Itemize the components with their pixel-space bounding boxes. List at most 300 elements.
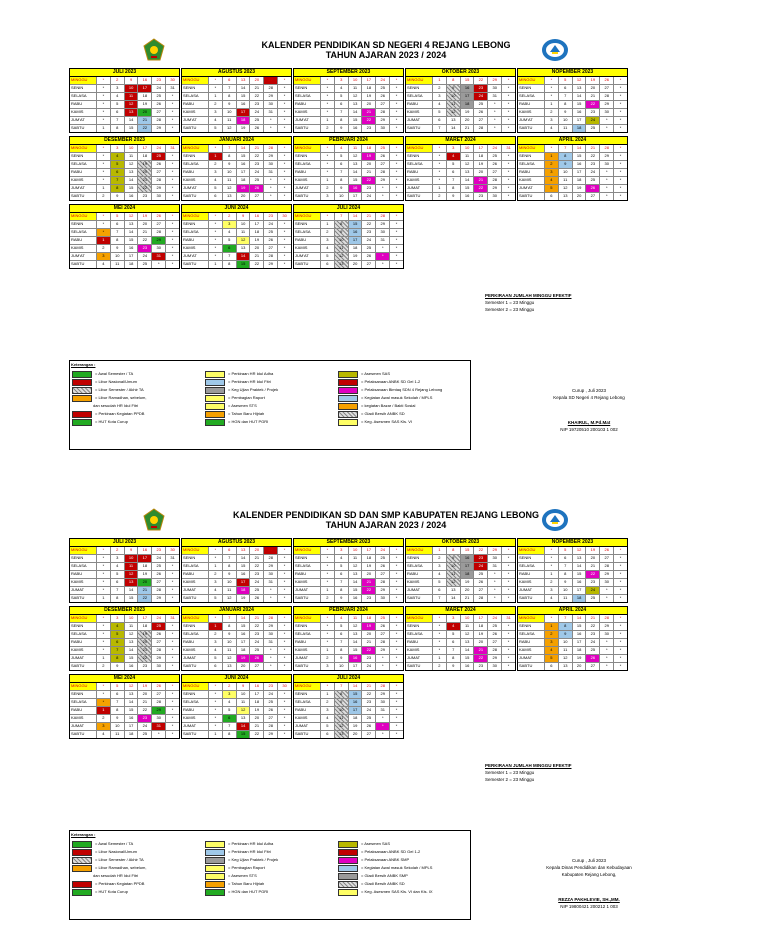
date-cell: 2 <box>544 161 558 168</box>
date-cell: * <box>599 587 613 594</box>
date-cell: 21 <box>361 213 375 220</box>
date-cell: * <box>165 229 179 236</box>
date-cell: 3 <box>334 547 348 554</box>
date-cell: 14 <box>460 177 474 184</box>
legend-swatch <box>72 411 92 418</box>
date-cell: 9 <box>334 595 348 602</box>
week-day-row <box>182 655 291 663</box>
date-cell: * <box>599 117 613 124</box>
day-name-cell: SENIN <box>71 623 84 628</box>
date-cell: * <box>432 615 446 622</box>
date-cell: 4 <box>432 101 446 108</box>
day-name-cell: KAMIS <box>295 109 308 114</box>
day-name-cell: SELASA <box>183 93 199 98</box>
date-cell: 23 <box>585 579 599 586</box>
day-name-cell: SELASA <box>71 229 87 234</box>
week-day-row <box>182 547 291 555</box>
legend-item <box>336 848 466 856</box>
date-cell: 16 <box>460 193 474 200</box>
date-cell: * <box>544 77 558 84</box>
date-cell: 27 <box>249 663 263 670</box>
date-cell: 13 <box>558 663 572 670</box>
date-cell: 2 <box>96 663 110 670</box>
date-cell: 22 <box>137 237 151 244</box>
date-cell: 17 <box>348 663 362 670</box>
legend-swatch <box>338 419 358 426</box>
date-cell: 7 <box>558 615 572 622</box>
week-day-row <box>70 663 179 670</box>
date-cell: 21 <box>361 169 375 176</box>
date-cell: 20 <box>137 691 151 698</box>
week-day-row <box>70 623 179 631</box>
day-name-cell: JUMAT <box>519 587 533 592</box>
date-cell: 15 <box>348 221 362 228</box>
month-table <box>181 136 292 201</box>
date-cell: 13 <box>334 261 348 268</box>
date-cell: 13 <box>334 731 348 738</box>
day-name-cell: JUMAT <box>71 655 85 660</box>
date-cell: * <box>208 237 222 244</box>
date-cell: 18 <box>249 699 263 706</box>
date-cell: 22 <box>137 707 151 714</box>
date-cell: 7 <box>446 177 460 184</box>
date-cell: * <box>613 101 627 108</box>
date-cell: 7 <box>334 683 348 690</box>
date-cell: * <box>389 547 403 554</box>
date-cell: 7 <box>334 579 348 586</box>
legend-item <box>336 840 466 848</box>
date-cell: 9 <box>222 101 236 108</box>
date-cell: 8 <box>334 221 348 228</box>
date-cell: * <box>613 571 627 578</box>
date-cell: * <box>263 655 277 662</box>
date-cell: 16 <box>236 101 250 108</box>
week-day-row <box>294 731 403 738</box>
date-cell: 12 <box>446 579 460 586</box>
month-table <box>517 136 628 201</box>
lower-section <box>69 742 703 909</box>
date-cell: 22 <box>249 623 263 630</box>
date-cell: 6 <box>432 117 446 124</box>
day-name-cell: SELASA <box>71 93 87 98</box>
date-cell: 19 <box>137 101 151 108</box>
date-cell: * <box>96 109 110 116</box>
date-cell: 11 <box>348 555 362 562</box>
date-cell: 21 <box>137 229 151 236</box>
date-cell: 31 <box>151 253 165 260</box>
date-cell: 10 <box>236 221 250 228</box>
week-day-row <box>70 125 179 132</box>
date-cell: * <box>389 699 403 706</box>
date-cell: 19 <box>473 161 487 168</box>
date-cell: 23 <box>263 213 277 220</box>
date-cell: 8 <box>446 77 460 84</box>
day-name-cell: JUMAT <box>71 723 85 728</box>
date-cell: 1 <box>432 185 446 192</box>
date-cell: 15 <box>460 77 474 84</box>
date-cell: 9 <box>334 699 348 706</box>
date-cell: 22 <box>249 731 263 738</box>
sign-name: REZZA PAKHLEVIE, SH.,MM. <box>558 897 620 902</box>
date-cell: 5 <box>334 153 348 160</box>
date-cell: * <box>613 615 627 622</box>
week-day-row <box>182 587 291 595</box>
legend-box <box>69 360 471 450</box>
date-cell: 12 <box>236 237 250 244</box>
day-name-cell: SELASA <box>407 631 423 636</box>
date-cell: 12 <box>460 161 474 168</box>
date-cell: * <box>487 101 501 108</box>
date-cell: 6 <box>446 169 460 176</box>
date-cell: 22 <box>361 117 375 124</box>
date-cell: 7 <box>334 639 348 646</box>
date-cell: 17 <box>236 579 250 586</box>
date-cell: * <box>320 683 334 690</box>
date-cell: 27 <box>487 169 501 176</box>
week-day-row <box>294 655 403 663</box>
date-cell: 1 <box>544 101 558 108</box>
date-cell: 14 <box>348 639 362 646</box>
date-cell: * <box>165 663 179 670</box>
week-day-row <box>294 623 403 631</box>
date-cell: 6 <box>558 85 572 92</box>
date-cell: 26 <box>487 631 501 638</box>
date-cell: 8 <box>222 623 236 630</box>
date-cell: 15 <box>348 647 362 654</box>
date-cell: 17 <box>572 117 586 124</box>
date-cell: 17 <box>137 85 151 92</box>
date-cell: * <box>389 109 403 116</box>
legend-item <box>336 386 466 394</box>
date-cell: 7 <box>222 85 236 92</box>
week-day-row <box>518 77 627 85</box>
month-table <box>69 136 180 201</box>
date-cell: * <box>389 125 403 132</box>
date-cell: 20 <box>137 109 151 116</box>
date-cell: * <box>389 193 403 200</box>
date-cell: 18 <box>460 101 474 108</box>
date-cell: 25 <box>249 647 263 654</box>
date-cell: 24 <box>151 555 165 562</box>
date-cell: * <box>487 109 501 116</box>
date-cell: 2 <box>320 185 334 192</box>
day-name-cell: JUM'AT <box>71 185 85 190</box>
date-cell: * <box>501 101 515 108</box>
date-cell: * <box>320 101 334 108</box>
date-cell: * <box>389 213 403 220</box>
date-cell: 11 <box>236 699 250 706</box>
legend-item <box>336 888 466 896</box>
day-name-cell: RABU <box>71 639 83 644</box>
day-name-cell: SABTU <box>295 595 309 600</box>
date-cell: 17 <box>473 615 487 622</box>
date-cell: 2 <box>208 101 222 108</box>
day-name-cell: RABU <box>71 571 83 576</box>
day-name-cell: RABU <box>183 639 195 644</box>
date-cell: 16 <box>572 579 586 586</box>
day-name-cell: SABTU <box>183 193 197 198</box>
date-cell: 22 <box>361 587 375 594</box>
date-cell: 1 <box>96 595 110 602</box>
day-name-cell: SABTU <box>71 731 85 736</box>
date-cell: 4 <box>96 731 110 738</box>
date-cell: * <box>277 587 291 594</box>
date-cell: 8 <box>446 655 460 662</box>
date-cell: 11 <box>558 177 572 184</box>
date-cell: * <box>375 731 389 738</box>
legend-item <box>336 394 466 402</box>
week-day-row <box>406 161 515 169</box>
day-name-cell: SELASA <box>183 229 199 234</box>
day-name-cell: KAMIS <box>407 109 420 114</box>
date-cell: 14 <box>446 125 460 132</box>
week-day-row <box>70 237 179 245</box>
date-cell: * <box>277 169 291 176</box>
calendar-sheet <box>69 506 703 909</box>
day-name-cell: RABU <box>519 571 531 576</box>
date-cell: 1 <box>320 587 334 594</box>
date-cell: * <box>277 555 291 562</box>
date-cell: 11 <box>222 587 236 594</box>
day-name-cell: SELASA <box>71 699 87 704</box>
day-name-cell: JUMAT <box>183 655 197 660</box>
date-cell: * <box>501 169 515 176</box>
tut-wuri-handayani-logo-icon <box>541 508 569 532</box>
week-day-row <box>294 699 403 707</box>
legend-swatch <box>72 865 92 872</box>
date-cell: * <box>277 153 291 160</box>
date-cell: 28 <box>151 587 165 594</box>
date-cell: 13 <box>446 117 460 124</box>
date-cell: 15 <box>348 177 362 184</box>
calendar-title <box>69 40 703 60</box>
legend-label: = Gladi Bersih ANBK SD <box>361 411 405 416</box>
month-name: JULI 2024 <box>294 675 403 683</box>
date-cell: 28 <box>487 647 501 654</box>
date-cell: 14 <box>124 229 138 236</box>
date-cell: 4 <box>208 117 222 124</box>
date-cell: 27 <box>375 571 389 578</box>
week-day-row <box>182 221 291 229</box>
date-cell: * <box>96 587 110 594</box>
day-name-cell: JUMAT <box>407 655 421 660</box>
date-cell: 25 <box>585 125 599 132</box>
month-table <box>181 538 292 603</box>
date-cell: 4 <box>446 153 460 160</box>
week-day-row <box>70 579 179 587</box>
date-cell: 19 <box>137 161 151 168</box>
date-cell: 5 <box>110 683 124 690</box>
date-cell: 1 <box>320 117 334 124</box>
day-name-cell: SABTU <box>295 731 309 736</box>
date-cell: 30 <box>151 715 165 722</box>
legend-label: = Pelaksanaan ANBK SD Gel 1-2 <box>361 379 421 384</box>
date-cell: * <box>389 691 403 698</box>
legend-title: Keterangan : <box>71 832 96 837</box>
legend-swatch <box>72 857 92 864</box>
date-cell: 11 <box>124 153 138 160</box>
legend-label: = Kegiatan Awal masuk Sekolah / MPLS <box>361 865 433 870</box>
date-cell: 21 <box>137 117 151 124</box>
date-cell: * <box>165 631 179 638</box>
date-cell: 5 <box>544 185 558 192</box>
legend-label: = kegiatan Bazar / Bakti Sosial <box>361 403 416 408</box>
date-cell: * <box>96 101 110 108</box>
legend-column <box>70 840 200 896</box>
day-name-cell: SABTU <box>519 595 533 600</box>
day-name-cell: MINGGU <box>518 615 544 622</box>
week-day-row <box>518 571 627 579</box>
week-day-row <box>294 185 403 193</box>
week-day-row <box>182 153 291 161</box>
date-cell: * <box>389 221 403 228</box>
date-cell: 2 <box>544 579 558 586</box>
month-table <box>517 606 628 671</box>
month-table <box>69 68 180 133</box>
week-day-row <box>518 623 627 631</box>
date-cell: 2 <box>320 699 334 706</box>
date-cell: 11 <box>124 623 138 630</box>
week-day-row <box>70 177 179 185</box>
date-cell: * <box>320 547 334 554</box>
day-name-cell: SENIN <box>71 691 84 696</box>
date-cell: 5 <box>110 631 124 638</box>
date-cell: 25 <box>487 623 501 630</box>
month-table <box>293 204 404 269</box>
date-cell: 7 <box>110 117 124 124</box>
week-day-row <box>518 647 627 655</box>
week-day-row <box>406 623 515 631</box>
date-cell: 15 <box>236 731 250 738</box>
date-cell: * <box>320 555 334 562</box>
date-cell: 29 <box>375 221 389 228</box>
date-cell: 21 <box>585 145 599 152</box>
date-cell: * <box>432 639 446 646</box>
day-name-cell: RABU <box>407 169 419 174</box>
date-cell: 13 <box>348 161 362 168</box>
date-cell: 14 <box>446 595 460 602</box>
week-day-row <box>70 261 179 268</box>
week-day-row <box>70 587 179 595</box>
date-cell: 7 <box>110 699 124 706</box>
day-name-cell: JUMAT <box>407 587 421 592</box>
date-cell: 12 <box>124 161 138 168</box>
day-name-cell: MINGGU <box>70 213 96 220</box>
week-day-row <box>70 161 179 169</box>
week-day-row <box>70 169 179 177</box>
date-cell: 3 <box>320 707 334 714</box>
week-day-row <box>294 77 403 85</box>
legend-label: = Libur Nasional/Umum <box>95 379 137 384</box>
week-day-row <box>406 101 515 109</box>
day-name-cell: RABU <box>183 707 195 712</box>
date-cell: 14 <box>348 109 362 116</box>
date-cell: * <box>320 77 334 84</box>
date-cell: 28 <box>599 145 613 152</box>
date-cell: 23 <box>151 547 165 554</box>
date-cell: 22 <box>361 177 375 184</box>
date-cell: 13 <box>236 715 250 722</box>
date-cell: 27 <box>599 555 613 562</box>
week-day-row <box>70 245 179 253</box>
date-cell: 17 <box>249 221 263 228</box>
day-name-cell: KAMIS <box>295 245 308 250</box>
date-cell: 22 <box>473 77 487 84</box>
date-cell: 16 <box>460 663 474 670</box>
date-cell: 3 <box>208 109 222 116</box>
date-cell: 20 <box>348 731 362 738</box>
date-cell: * <box>389 161 403 168</box>
date-cell: 29 <box>263 623 277 630</box>
date-cell: 9 <box>222 631 236 638</box>
legend-item <box>336 872 466 880</box>
date-cell: 19 <box>236 125 250 132</box>
day-name-cell: MINGGU <box>182 547 208 554</box>
date-cell: 10 <box>222 169 236 176</box>
date-cell: 28 <box>375 683 389 690</box>
date-cell: 19 <box>236 655 250 662</box>
date-cell: 18 <box>473 153 487 160</box>
legend-swatch <box>205 403 225 410</box>
date-cell: * <box>432 169 446 176</box>
legend-swatch <box>205 387 225 394</box>
week-day-row <box>182 229 291 237</box>
date-cell: 31 <box>165 615 179 622</box>
date-cell: * <box>96 221 110 228</box>
date-cell: * <box>208 707 222 714</box>
date-cell: 19 <box>585 77 599 84</box>
date-cell: 8 <box>222 731 236 738</box>
legend-swatch <box>338 865 358 872</box>
date-cell: 12 <box>334 253 348 260</box>
week-day-row <box>294 237 403 245</box>
week-day-row <box>70 77 179 85</box>
week-day-row <box>294 213 403 221</box>
legend-item <box>336 402 466 410</box>
day-name-cell: MINGGU <box>70 615 96 622</box>
week-day-row <box>406 185 515 193</box>
month-name: APRIL 2024 <box>518 607 627 615</box>
date-cell: 26 <box>263 707 277 714</box>
date-cell: * <box>389 177 403 184</box>
date-cell: 15 <box>572 153 586 160</box>
date-cell: 8 <box>334 587 348 594</box>
date-cell: 15 <box>124 237 138 244</box>
day-name-cell: SABTU <box>407 125 421 130</box>
date-cell: 7 <box>432 125 446 132</box>
date-cell: 15 <box>124 707 138 714</box>
day-name-cell: SENIN <box>295 85 308 90</box>
legend-label: = Asesmen SAS <box>361 841 391 846</box>
date-cell: 9 <box>110 663 124 670</box>
date-cell: * <box>389 683 403 690</box>
legend-item <box>70 418 200 426</box>
date-cell: 10 <box>558 117 572 124</box>
date-cell: * <box>277 253 291 260</box>
week-day-row <box>182 623 291 631</box>
month-name: SEPTEMBER 2023 <box>294 69 403 77</box>
date-cell: 17 <box>236 109 250 116</box>
date-cell: * <box>389 85 403 92</box>
date-cell: 20 <box>361 101 375 108</box>
week-day-row <box>70 707 179 715</box>
date-cell: 24 <box>585 587 599 594</box>
date-cell: 20 <box>137 579 151 586</box>
week-day-row <box>294 683 403 691</box>
date-cell: 6 <box>544 663 558 670</box>
date-cell: 26 <box>375 93 389 100</box>
date-cell: 26 <box>585 185 599 192</box>
